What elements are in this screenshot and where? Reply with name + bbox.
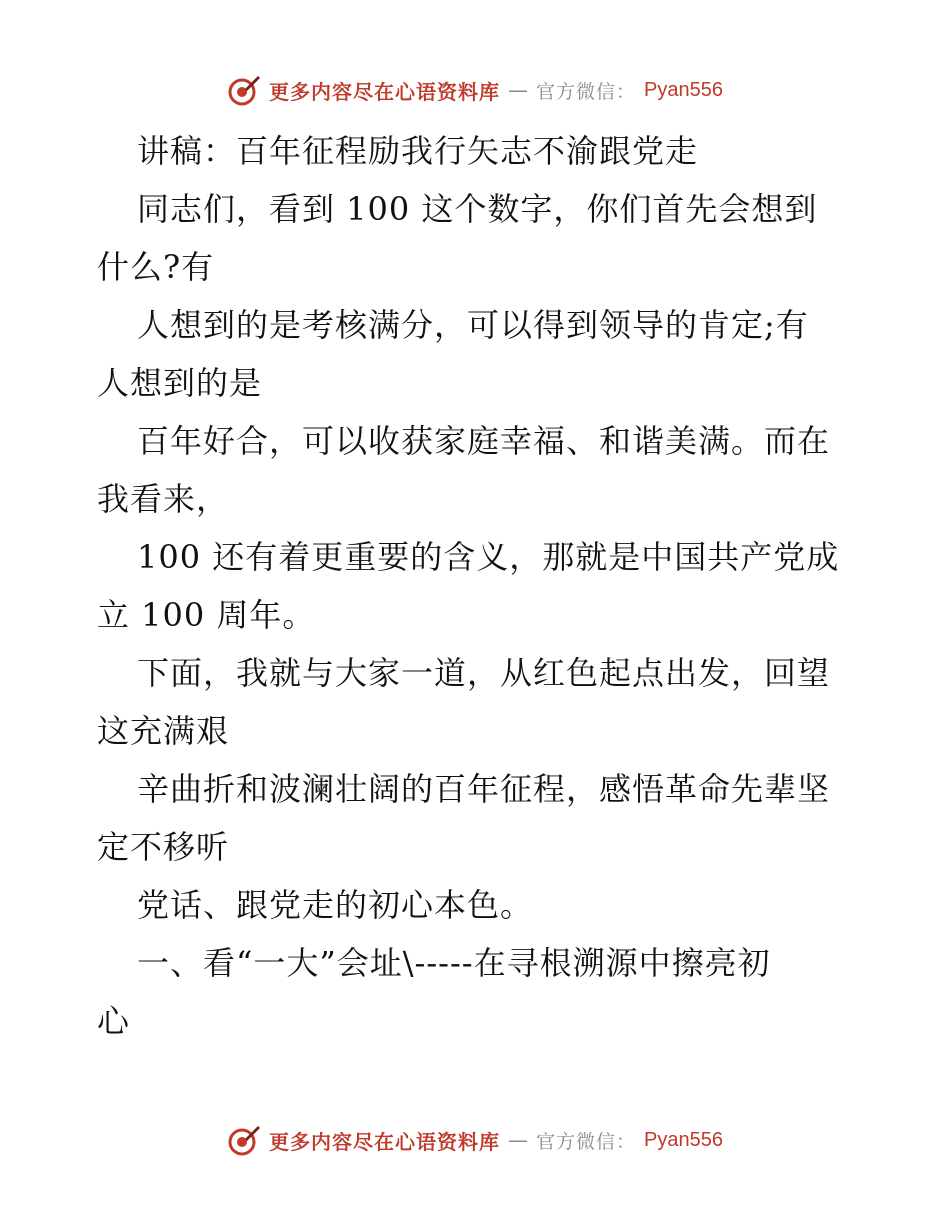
watermark-wechat-id: Pyan556 — [644, 1128, 723, 1151]
text-line: 党话、跟党走的初心本色。 — [137, 886, 534, 924]
text-line: 这充满艰 — [97, 712, 230, 750]
document-body — [97, 122, 857, 1050]
watermark-wechat-label: 官方微信： — [536, 1130, 637, 1153]
text-line: 下面，我就与大家一道，从红色起点出发，回望 — [137, 654, 831, 692]
text-line: 定不移听 — [97, 828, 230, 866]
watermark-dash: — — [508, 1128, 528, 1152]
text-line: 100 还有着更重要的含义，那就是中国共产党成 — [137, 538, 840, 576]
watermark-brand: 更多内容尽在心语资料库 — [269, 1129, 500, 1154]
section-heading: 一、看“一大”会址\-----在寻根溯源中擦亮初 — [137, 944, 771, 982]
text-line: 人想到的是 — [97, 364, 263, 402]
header-watermark — [0, 70, 950, 110]
text-line: 百年好合，可以收获家庭幸福、和谐美满。而在 — [137, 422, 831, 460]
watermark-dash: — — [508, 78, 528, 102]
watermark-brand: 更多内容尽在心语资料库 — [269, 79, 500, 104]
text-line: 什么?有 — [97, 248, 215, 286]
text-line: 心 — [97, 1002, 131, 1040]
footer-watermark — [0, 1120, 950, 1160]
text-line: 我看来， — [97, 480, 230, 518]
watermark-wechat-label: 官方微信： — [536, 80, 637, 103]
text-line: 同志们，看到 100 这个数字，你们首先会想到 — [137, 190, 818, 228]
text-line: 立 100 周年。 — [97, 596, 316, 634]
text-line: 人想到的是考核满分，可以得到领导的肯定;有 — [137, 306, 809, 344]
quill-pen-circle-icon — [227, 73, 261, 107]
text-line: 辛曲折和波澜壮阔的百年征程，感悟革命先辈坚 — [137, 770, 831, 808]
document-title: 讲稿：百年征程励我行矢志不渝跟党走 — [137, 132, 699, 170]
watermark-wechat-id: Pyan556 — [644, 78, 723, 101]
quill-pen-circle-icon — [227, 1123, 261, 1157]
